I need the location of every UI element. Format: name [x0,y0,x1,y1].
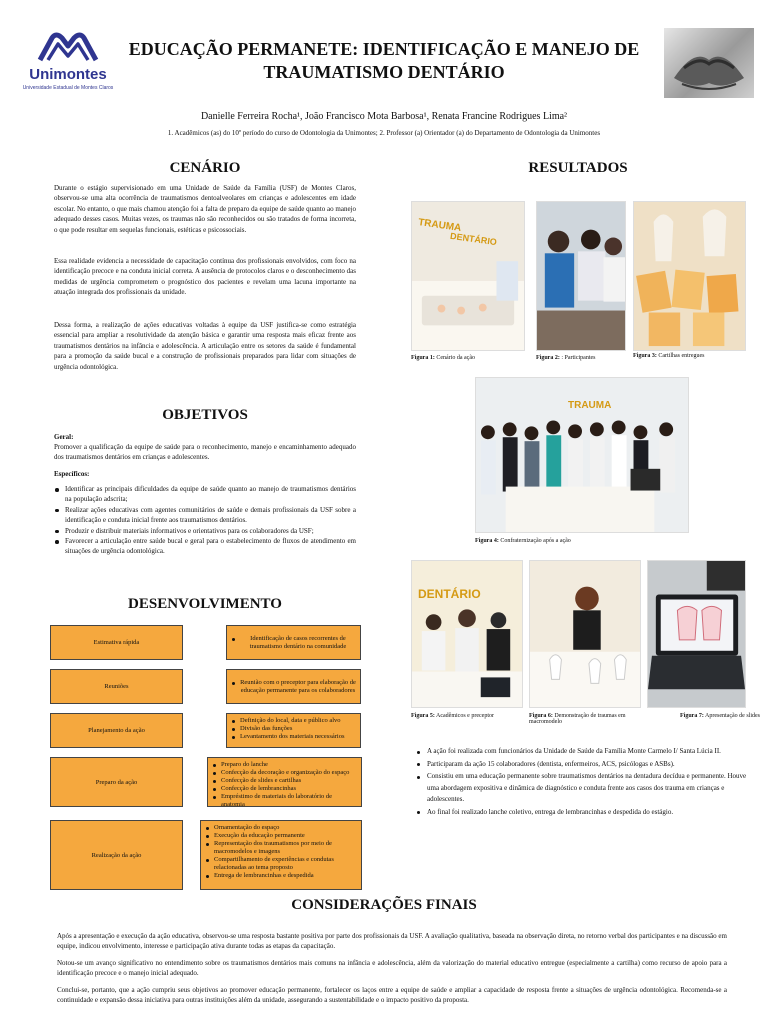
list-item: Levantamento dos materiais necessários [231,733,356,741]
hands-photo [664,28,754,98]
caption-label: Figura 7: [680,713,704,719]
desenvolvimento-heading: DESENVOLVIMENTO [128,596,282,612]
consideracoes-paragraph-3: Conclui-se, portanto, que a ação cumpriu seus objetivos ao promover educação permanente, fortalecer os laços entre a equipe de saúde e ampliar a capacidade de resposta frente a situações de urgência odontológica. Recomenda-se a continuidade e expansão dessa iniciativa para outras instituições além da unidade, assegurando a sustentabilidade e o impacto positivo da proposta. [57,986,727,1005]
banner-text: TRAUMA [417,217,462,234]
cenario-paragraph-3: Dessa forma, a realização de ações educativas voltadas à equipe da USF justifica-se como estratégia essencial para ampliar a resolutividade da atenção básica e garantir uma resposta mais eficaz frente aos traumatismos dentários na infância e adolescência. A articulação entre os setores da saúde é fundamental para a promoção da saúde bucal e a construção de profissionais preparados para lidar com situações de urgência odontológica. [54,321,356,371]
academics-illustration-icon [412,561,522,707]
laptop-slides-illustration-icon [648,561,745,707]
cenario-heading: CENÁRIO [169,160,241,176]
consideracoes-paragraph-2: Notou-se um avanço significativo no entendimento sobre os traumatismos dentários mais comuns na infância e adolescência, além da valorização do material educativo entregue (especialmente a cartilha) como recurso de apoio para a identificação precoce e o manejo inicial adequado. [57,959,727,978]
list-item: Confecção de lembrancinhas [212,785,357,793]
resultados-heading: RESULTADOS [528,160,628,176]
authors: Danielle Ferreira Rocha¹, João Francisco Mota Barbosa¹, Renata Francine Rodrigues Lima² [200,111,568,122]
figure-4-caption [475,538,689,544]
caption-label: Figura 1: [411,355,435,361]
logo-name: Unimontes [29,66,107,83]
list-item: Ao final foi realizado lanche coletivo, entrega de lembrancinhas e despedida do estágio. [415,807,757,819]
list-item: Identificação de casos recorrentes de traumatismo dentário na comunidade [231,635,356,651]
hands-holding-icon [664,28,754,98]
list-item: A ação foi realizada com funcionários da Unidade de Saúde da Família Monte Carmelo I/ Santa Lúcia II. [415,746,757,758]
list-item: Compartilhamento de experiências e condutas relacionadas ao tema proposto [205,856,357,872]
resultados-list [415,746,757,819]
figure-2-photo [536,201,626,351]
dev-step-label: Estimativa rápida [50,625,183,660]
figure-6-photo [529,560,641,708]
dev-step-label: Planejamento da ação [50,713,183,748]
list-item: Identificar as principais dificuldades da equipe de saúde quanto ao manejo de traumatismos dentários na população adscrita; [54,484,356,505]
title-line-2: TRAUMATISMO DENTÁRIO [263,62,505,82]
title-line-1: EDUCAÇÃO PERMANETE: IDENTIFICAÇÃO E MANEJO DE [128,39,640,59]
figure-7-photo [647,560,746,708]
list-item: Representação dos traumatismos por meio de macromodelos e imagens [205,840,357,856]
caption-label: Figura 2: [536,355,560,361]
figure-2-caption [536,355,636,361]
list-item: Ornamentação do espaço [205,824,357,832]
consideracoes-paragraph-1: Após a apresentação e execução da ação educativa, observou-se uma resposta bastante positiva por parte dos profissionais da USF. A avaliação qualitativa, baseada na observação direta, no retorno verbal dos participantes e na discussão em equipe, indicou envolvimento, interesse e participação ativa durante todas as etapas da capacitação. [57,932,727,951]
objetivos-heading: OBJETIVOS [162,407,248,423]
dev-step-label: Reuniões [50,669,183,704]
dev-step-label: Realização da ação [50,820,183,890]
caption-text: Confraternização após a ação [498,538,571,544]
list-item: Favorecer a articulação entre saúde bucal e geral para o estabelecimento de fluxos de atendimento em situações de urgência odontológica. [54,536,356,557]
figure-3-caption [633,353,753,359]
affiliations: 1. Acadêmicos (as) do 10º período do curso de Odontologia da Unimontes; 2. Professor (a) Orientador (a) do Departamento de Odontologia da Unimontes [167,129,601,137]
dev-step-details [226,713,361,748]
figure-5-photo [411,560,523,708]
list-item: Preparo do lanche [212,761,357,769]
caption-text: Apresentação de slides [703,713,760,719]
university-logo [22,30,114,96]
caption-label: Figura 5: [411,713,435,719]
unimontes-logo-icon [36,30,100,64]
caption-text: Acadêmicos e preceptor [434,713,494,719]
figure-6-caption [529,713,641,725]
dev-step-details [226,625,361,660]
figure-3-photo [633,201,746,351]
caption-text: Demonstração de traumas em macromodelo [529,713,626,725]
participants-illustration-icon [537,202,625,350]
list-item: Produzir e distribuir materiais informativos e orientativos para os colaboradores da USF; [54,526,356,536]
dev-step-details [226,669,361,704]
caption-text: Cartilhas entregues [656,353,705,359]
figure-1-caption [411,355,531,361]
list-item: Confecção da decoração e organização do espaço [212,769,357,777]
figure-7-caption [680,713,760,719]
figure-1-photo [411,201,525,351]
list-item: Participaram da ação 15 colaboradores (dentista, enfermeiros, ACS, psicólogas e ASBs). [415,759,757,771]
objetivos-especificos-label: Específicos: [54,470,90,478]
objetivos-especificos-list [54,484,356,557]
caption-text: : Participantes [559,355,596,361]
consideracoes-heading: CONSIDERAÇÕES FINAIS [291,897,477,913]
caption-label: Figura 6: [529,713,553,719]
dev-step-label: Preparo da ação [50,757,183,807]
list-item: Realizar ações educativas com agentes comunitários de saúde e demais profissionais da USF sobre a identificação e conduta inicial frente aos traumatismos dentários. [54,505,356,526]
objetivo-geral-label: Geral: [54,433,74,441]
caption-text: Cenário da ação [434,355,475,361]
dev-step-details [200,820,362,890]
list-item: Entrega de lembrancinhas e despedida [205,872,357,880]
list-item: Reunião com o preceptor para elaboração de educação permanente para os colaboradores [231,679,356,695]
list-item: Divisão das funções [231,725,356,733]
cenario-paragraph-1: Durante o estágio supervisionado em uma Unidade de Saúde da Família (USF) de Montes Claros, observou-se uma alta ocorrência de traumatismos dentoalveolares em crianças e adolescentes em idade escolar. No entanto, o que mais chamou atenção foi a falta de preparo da equipe de saúde quanto ao manejo adequado desses casos. Muitas vezes, os traumas não são reconhecidos ou são tratados de forma incorreta, o que pode resultar em sequelas funcionais, estéticas e psicossociais. [54,184,356,234]
figure-5-caption [411,713,526,719]
logo-subtitle: Universidade Estadual de Montes Claros [22,85,114,91]
list-item: Confecção de slides e cartilhas [212,777,357,785]
booklets-illustration-icon [634,202,745,350]
objetivo-geral-text: Promover a qualificação da equipe de saúde para o reconhecimento, manejo e encaminhamento adequado dos traumatismos dentários em crianças e adolescentes. [54,443,356,462]
figure-4-photo [475,377,689,533]
poster-header [0,0,768,110]
tooth-model-illustration-icon [530,561,640,707]
poster-title [110,38,658,84]
banner-text: DENTÁRIO [418,587,481,601]
list-item: Execução da educação permanente [205,832,357,840]
dev-step-details [207,757,362,807]
cenario-paragraph-2: Essa realidade evidencia a necessidade de capacitação contínua dos profissionais envolvidos, com foco na identificação precoce e na conduta inicial correta. A ausência de protocolos claros e o desconhecimento das medidas de urgência comprometem o prognóstico dos pacientes e revelam uma lacuna importante na atuação integrada dos profissionais da unidade. [54,257,356,297]
banner-text: DENTÁRIO [449,230,498,248]
caption-label: Figura 3: [633,353,657,359]
banner-text: TRAUMA [568,400,612,411]
list-item: Consistiu em uma educação permanente sobre traumatismos dentários na dentadura decídua e permanente. Houve uma abordagem expositiva e dinâmica de diagnóstico e conduta frente aos casos dos trauma em crianças e adolescentes. [415,771,757,806]
list-item: Empréstimo de materiais do laboratório de anatomia [212,793,357,809]
list-item: Definição do local, data e público alvo [231,717,356,725]
caption-label: Figura 4: [475,538,499,544]
